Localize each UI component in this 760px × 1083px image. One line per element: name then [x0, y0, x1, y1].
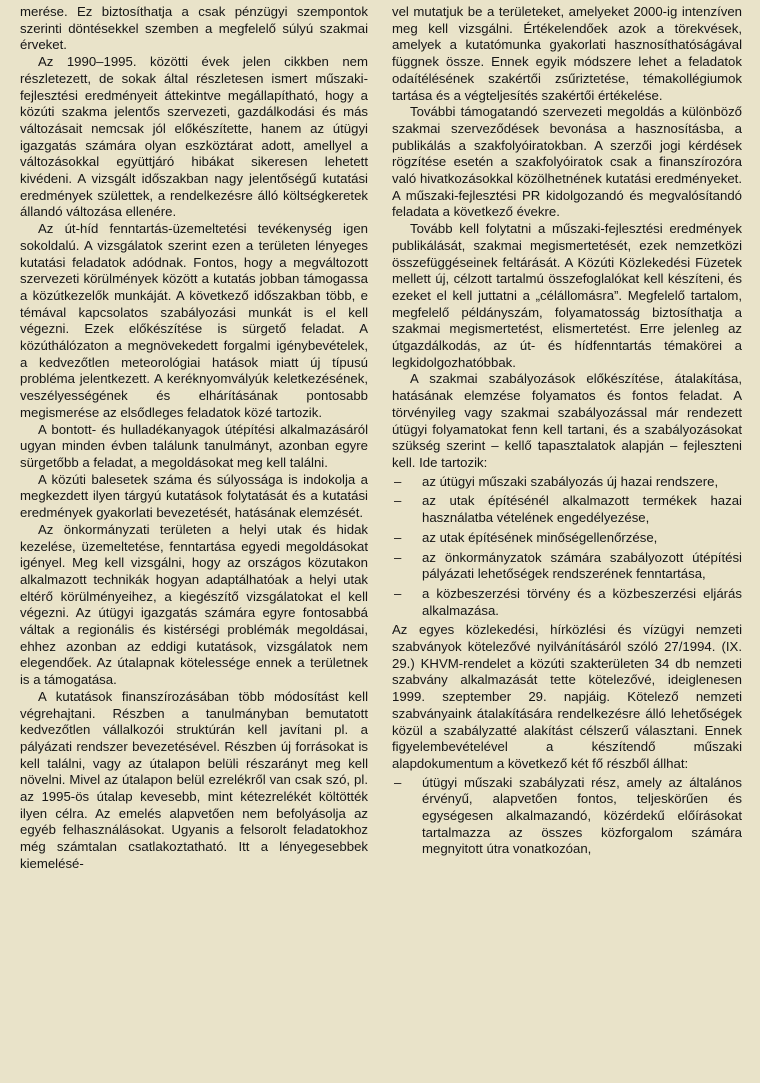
list-item: – útügyi műszaki szabályzati rész, amely az általános érvényű, alapvetően fontos, teljeskörűen és egységesen alkalmazandó, közérdekű előírásokat tartalmazza az összes közforgalom számára megnyitott útra vonatkozóan, [392, 775, 742, 859]
regulation-list [392, 474, 742, 620]
paragraph-left-4: A közúti balesetek száma és súlyossága is indokolja a megkezdett ilyen tárgyú kutatások folytatását és a kutatási eredmények gyakorlati bevezetését, hatásának elemzését. [20, 471, 368, 521]
document-parts-list [392, 775, 742, 859]
paragraph-right-0: vel mutatjuk be a területeket, amelyeket 2000-ig intenzíven meg kell vizsgálni. Értékelendőek azok a törekvések, amelyek a kutatómunka gyakorlati hasznosíthatóságával függnek össze. Ennek egyik módszere lehet a feladatok odaítélésének szakértői zsűriztetése, témakollégiumok tartása és a végteljesítés szakértői értékelése. [392, 4, 742, 103]
right-column [392, 4, 742, 861]
left-column [20, 4, 368, 873]
paragraph-right-3: A szakmai szabályozások előkészítése, átalakítása, hatásának elemzése folyamatos és fontos feladat. A törvényileg vagy szakmai szabályozással már rendezett útügyi folyamatokat fenn kell tartani, és a szabályozásokat szükség szerint – kellő tapasztalatok alapján – fejleszteni kell. Ide tartozik: [392, 371, 742, 470]
list-item: – az utak építésénél alkalmazott termékek hazai használatba vételének engedélyezése, [392, 493, 742, 526]
paragraph-right-2: Tovább kell folytatni a műszaki-fejlesztési eredmények publikálását, szakmai megismertetését, ezek nemzetközi összefüggéseinek feltárását. A Közúti Közlekedési Füzetek mellett új, célzott tartalmú összefoglalókat kell készíteni, és ezeket el kell juttatni a „célállomásra”. Megfelelő tartalom, megfelelő példányszám, folyamatosság biztosíthatja a szakmai megismertetést, elismertetést. Erre jelenleg az útgazdálkodás, az út- és hídfenntartás témakörei a legkidolgozhatóbbak. [392, 221, 742, 370]
paragraph-left-6: A kutatások finanszírozásában több módosítást kell végrehajtani. Részben a tanulmányban bemutatott kedvezőtlen vállalkozói struktúrán kell javítani pl. a pályázati rendszer bevezetésével. Részben új forrásokat is kell találni, vagy az útalapon belüli részarányt meg kell növelni. Mivel az útalapon belül ezrelékről van csak szó, pl. az 1995-ös útalap kevesebb, mint kétezrelékét költötték ilyen célra. Az emelés alapvetően nem befolyásolja az egyéb felhasználásokat. Ugyanis a felsorolt feladatokhoz még számtalan csatlakoztatható. Itt a lényegesebbek kiemelésé- [20, 688, 368, 871]
paragraph-left-1: Az 1990–1995. közötti évek jelen cikkben nem részletezett, de sokak által részletesen ismert műszaki-fejlesztési eredményeit áttekintve megállapítható, hogy a közúti szakma jelentős szervezeti, gazdálkodási és más változásait nemcsak jól előkészítette, hanem az útügyi igazgatás számára olyan eszköztárat adott, amellyel a változásokkal együttjáró hibákat sikeresen lehetett kivédeni. A vizsgált időszakban nagy jelentőségű kutatási eredmények születtek, a rendelkezésre álló költségkeretek állandó változása ellenére. [20, 54, 368, 220]
paragraph-left-0: merése. Ez biztosíthatja a csak pénzügyi szempontok szerinti döntésekkel szemben a megfelelő súlyú szakmai érveket. [20, 4, 368, 53]
paragraph-left-2: Az út-híd fenntartás-üzemeltetési tevékenység igen sokoldalú. A vizsgálatok szerint ezen a területen lényeges kutatási feladatok adódnak. Fontos, hogy a megváltozott szervezeti körülmények között a kutatás jobban támogassa a közútkezelők munkáját. A következő időszakban több, e témával kapcsolatos szabályozási munkát is el kell végezni. Ezek előkészítése is sürgető feladat. A közúthálózaton a megnövekedett forgalmi igénybevételek, a kedvezőtlen meteorológiai hatások miatt új típusú probléma jelentkezett. A keréknyomvályúk keletkezésének, veszélyességének és elhárításának pontosabb megismerése az elsődleges feladatok közé tartozik. [20, 221, 368, 420]
list-item: – az önkormányzatok számára szabályozott útépítési pályázati lehetőségek rendszerének fenntartása, [392, 550, 742, 583]
paragraph-right-4: Az egyes közlekedési, hírközlési és vízügyi nemzeti szabványok kötelezővé nyilvánításáról szóló 27/1994. (IX. 29.) KHVM-rendelet a közúti szakterületen 34 db nemzeti szabvány alkalmazását tette kötelezővé, ideiglenesen 1999. szeptember 29. napjáig. Kötelező nemzeti szabványaink átalakítására rendelkezésre álló lehetőségek közül a szabályzatté alakítást célszerű választani. Ennek figyelembevételével a készítendő műszaki alapdokumentum a következő két fő részből állhat: [392, 622, 742, 771]
list-item: – az útügyi műszaki szabályozás új hazai rendszere, [392, 474, 742, 491]
list-item: – az utak építésének minőségellenőrzése, [392, 530, 742, 547]
paragraph-right-1: További támogatandó szervezeti megoldás a különböző szakmai szerveződések bevonása a hasznosításba, a publikálás a szakfolyóiratokban. A szerzői jogi kérdések rögzítése esetén a szakfolyóiratok csak a finanszírozóra való hivatkozásokkal közölhetnének kutatási eredményeket. A műszaki-fejlesztési PR kidolgozandó és megvalósítandó feladata a következő évekre. [392, 104, 742, 220]
paragraph-left-3: A bontott- és hulladékanyagok útépítési alkalmazásáról ugyan minden évben találunk tanulmányt, azonban egyre sürgetőbb a feladat, a megoldásokat meg kell találni. [20, 421, 368, 470]
list-item: – a közbeszerzési törvény és a közbeszerzési eljárás alkalmazása. [392, 586, 742, 619]
paragraph-left-5: Az önkormányzati területen a helyi utak és hidak kezelése, üzemeltetése, fenntartása egyedi megoldásokat igényel. Meg kell vizsgálni, hogy az országos közutakon alkalmazott technikák hogyan adaptálhatóak a helyi utak eltérő körülményeihez, a kiegészítő vizsgálatokat el kell végezni. Az útügyi igazgatás számára egyre fontosabbá váltak a regionális és kistérségi problémák megoldásai, ehhez azonban az eddigi kutatások, vizsgálatok nem elegendőek. Az útalapnak kötelessége ennek a területnek is a támogatása. [20, 521, 368, 688]
